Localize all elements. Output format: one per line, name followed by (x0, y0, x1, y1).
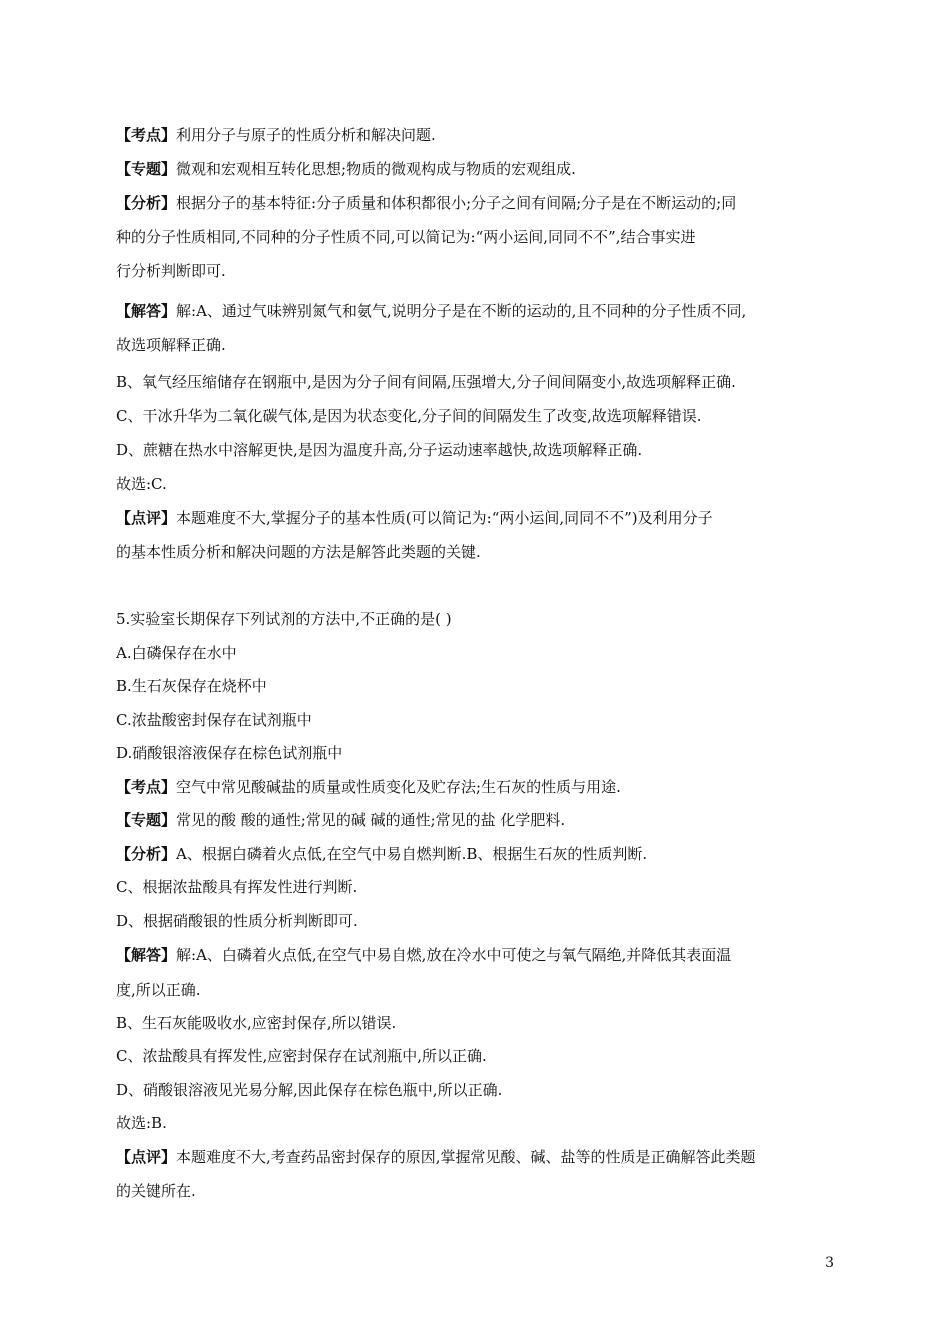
q5-zhuanti-line (116, 811, 565, 829)
q5-zhuanti-text: 常见的酸 酸的通性;常见的碱 碱的通性;常见的盐 化学肥料. (176, 811, 566, 829)
q5-kaodian-line (116, 778, 621, 796)
jieda-tag: 【解答】 (116, 302, 177, 320)
q5-dianping-line-1 (116, 1148, 756, 1166)
q5-fenxi-line-3: D、根据硝酸银的性质分析判断即可. (116, 912, 358, 930)
q5-jieda-tag: 【解答】 (116, 946, 177, 964)
dianping-tag: 【点评】 (116, 509, 177, 527)
fenxi-tag: 【分析】 (116, 194, 177, 212)
question-5-option-a: A.白磷保存在水中 (116, 644, 237, 662)
kaodian-text: 利用分子与原子的性质分析和解决问题. (176, 126, 436, 144)
zhuanti-tag: 【专题】 (116, 160, 177, 178)
jieda-option-c: C、干冰升华为二氧化碳气体,是因为状态变化,分子间的间隔发生了改变,故选项解释错误. (116, 407, 702, 425)
question-5-option-b: B.生石灰保存在烧杯中 (116, 677, 267, 695)
zhuanti-text: 微观和宏观相互转化思想;物质的微观构成与物质的宏观组成. (176, 160, 576, 178)
fenxi-line-3: 行分析判断即可. (116, 262, 226, 280)
jieda-text-1: 解:A、通过气味辨别氮气和氨气,说明分子是在不断的运动的,且不同种的分子性质不同, (176, 302, 747, 320)
jieda-line-2: 故选项解释正确. (116, 336, 226, 354)
question-5-option-c: C.浓盐酸密封保存在试剂瓶中 (116, 711, 312, 729)
q5-jieda-text-1: 解:A、白磷着火点低,在空气中易自燃,放在冷水中可使之与氧气隔绝,并降低其表面温 (176, 946, 732, 964)
jieda-line-1 (116, 302, 746, 320)
q5-fenxi-line-1 (116, 845, 647, 863)
q5-jieda-line-2: 度,所以正确. (116, 981, 201, 999)
dianping-line-2: 的基本性质分析和解决问题的方法是解答此类题的关键. (116, 543, 481, 561)
q5-kaodian-text: 空气中常见酸碱盐的质量或性质变化及贮存法;生石灰的性质与用途. (176, 778, 621, 796)
answer-line: 故选:C. (116, 475, 167, 493)
q5-jieda-option-b: B、生石灰能吸收水,应密封保存,所以错误. (116, 1014, 397, 1032)
kaodian-line (116, 126, 436, 144)
q5-zhuanti-tag: 【专题】 (116, 811, 177, 829)
page-number: 3 (825, 1255, 834, 1271)
jieda-option-b: B、氧气经压缩储存在钢瓶中,是因为分子间有间隔,压强增大,分子间间隔变小,故选项解释正确. (116, 373, 736, 391)
question-5-option-d: D.硝酸银溶液保存在棕色试剂瓶中 (116, 744, 343, 762)
kaodian-tag: 【考点】 (116, 126, 177, 144)
q5-kaodian-tag: 【考点】 (116, 778, 177, 796)
q5-answer-line: 故选:B. (116, 1114, 167, 1132)
dianping-text-1: 本题难度不大,掌握分子的基本性质(可以简记为:“两小运间,同同不不”)及利用分子 (176, 509, 713, 527)
jieda-option-d: D、蔗糖在热水中溶解更快,是因为温度升高,分子运动速率越快,故选项解释正确. (116, 441, 643, 459)
q5-fenxi-text-1: A、根据白磷着火点低,在空气中易自燃判断.B、根据生石灰的性质判断. (176, 845, 648, 863)
q5-fenxi-tag: 【分析】 (116, 845, 177, 863)
q5-dianping-text-1: 本题难度不大,考查药品密封保存的原因,掌握常见酸、碱、盐等的性质是正确解答此类题 (176, 1148, 756, 1166)
q5-dianping-line-2: 的关键所在. (116, 1182, 196, 1200)
fenxi-text-1: 根据分子的基本特征:分子质量和体积都很小;分子之间有间隔;分子是在不断运动的;同 (176, 194, 737, 212)
fenxi-line-2: 种的分子性质相同,不同种的分子性质不同,可以简记为:“两小运间,同同不不”,结合事实进 (116, 228, 696, 246)
fenxi-line-1 (116, 194, 736, 212)
q5-jieda-option-d: D、硝酸银溶液见光易分解,因此保存在棕色瓶中,所以正确. (116, 1081, 503, 1099)
dianping-line-1 (116, 509, 713, 527)
q5-dianping-tag: 【点评】 (116, 1148, 177, 1166)
q5-jieda-option-c: C、浓盐酸具有挥发性,应密封保存在试剂瓶中,所以正确. (116, 1047, 487, 1065)
q5-jieda-line-1 (116, 946, 731, 964)
zhuanti-line (116, 160, 576, 178)
question-5-stem: 5.实验室长期保存下列试剂的方法中,不正确的是( ) (116, 610, 452, 628)
q5-fenxi-line-2: C、根据浓盐酸具有挥发性进行判断. (116, 878, 358, 896)
